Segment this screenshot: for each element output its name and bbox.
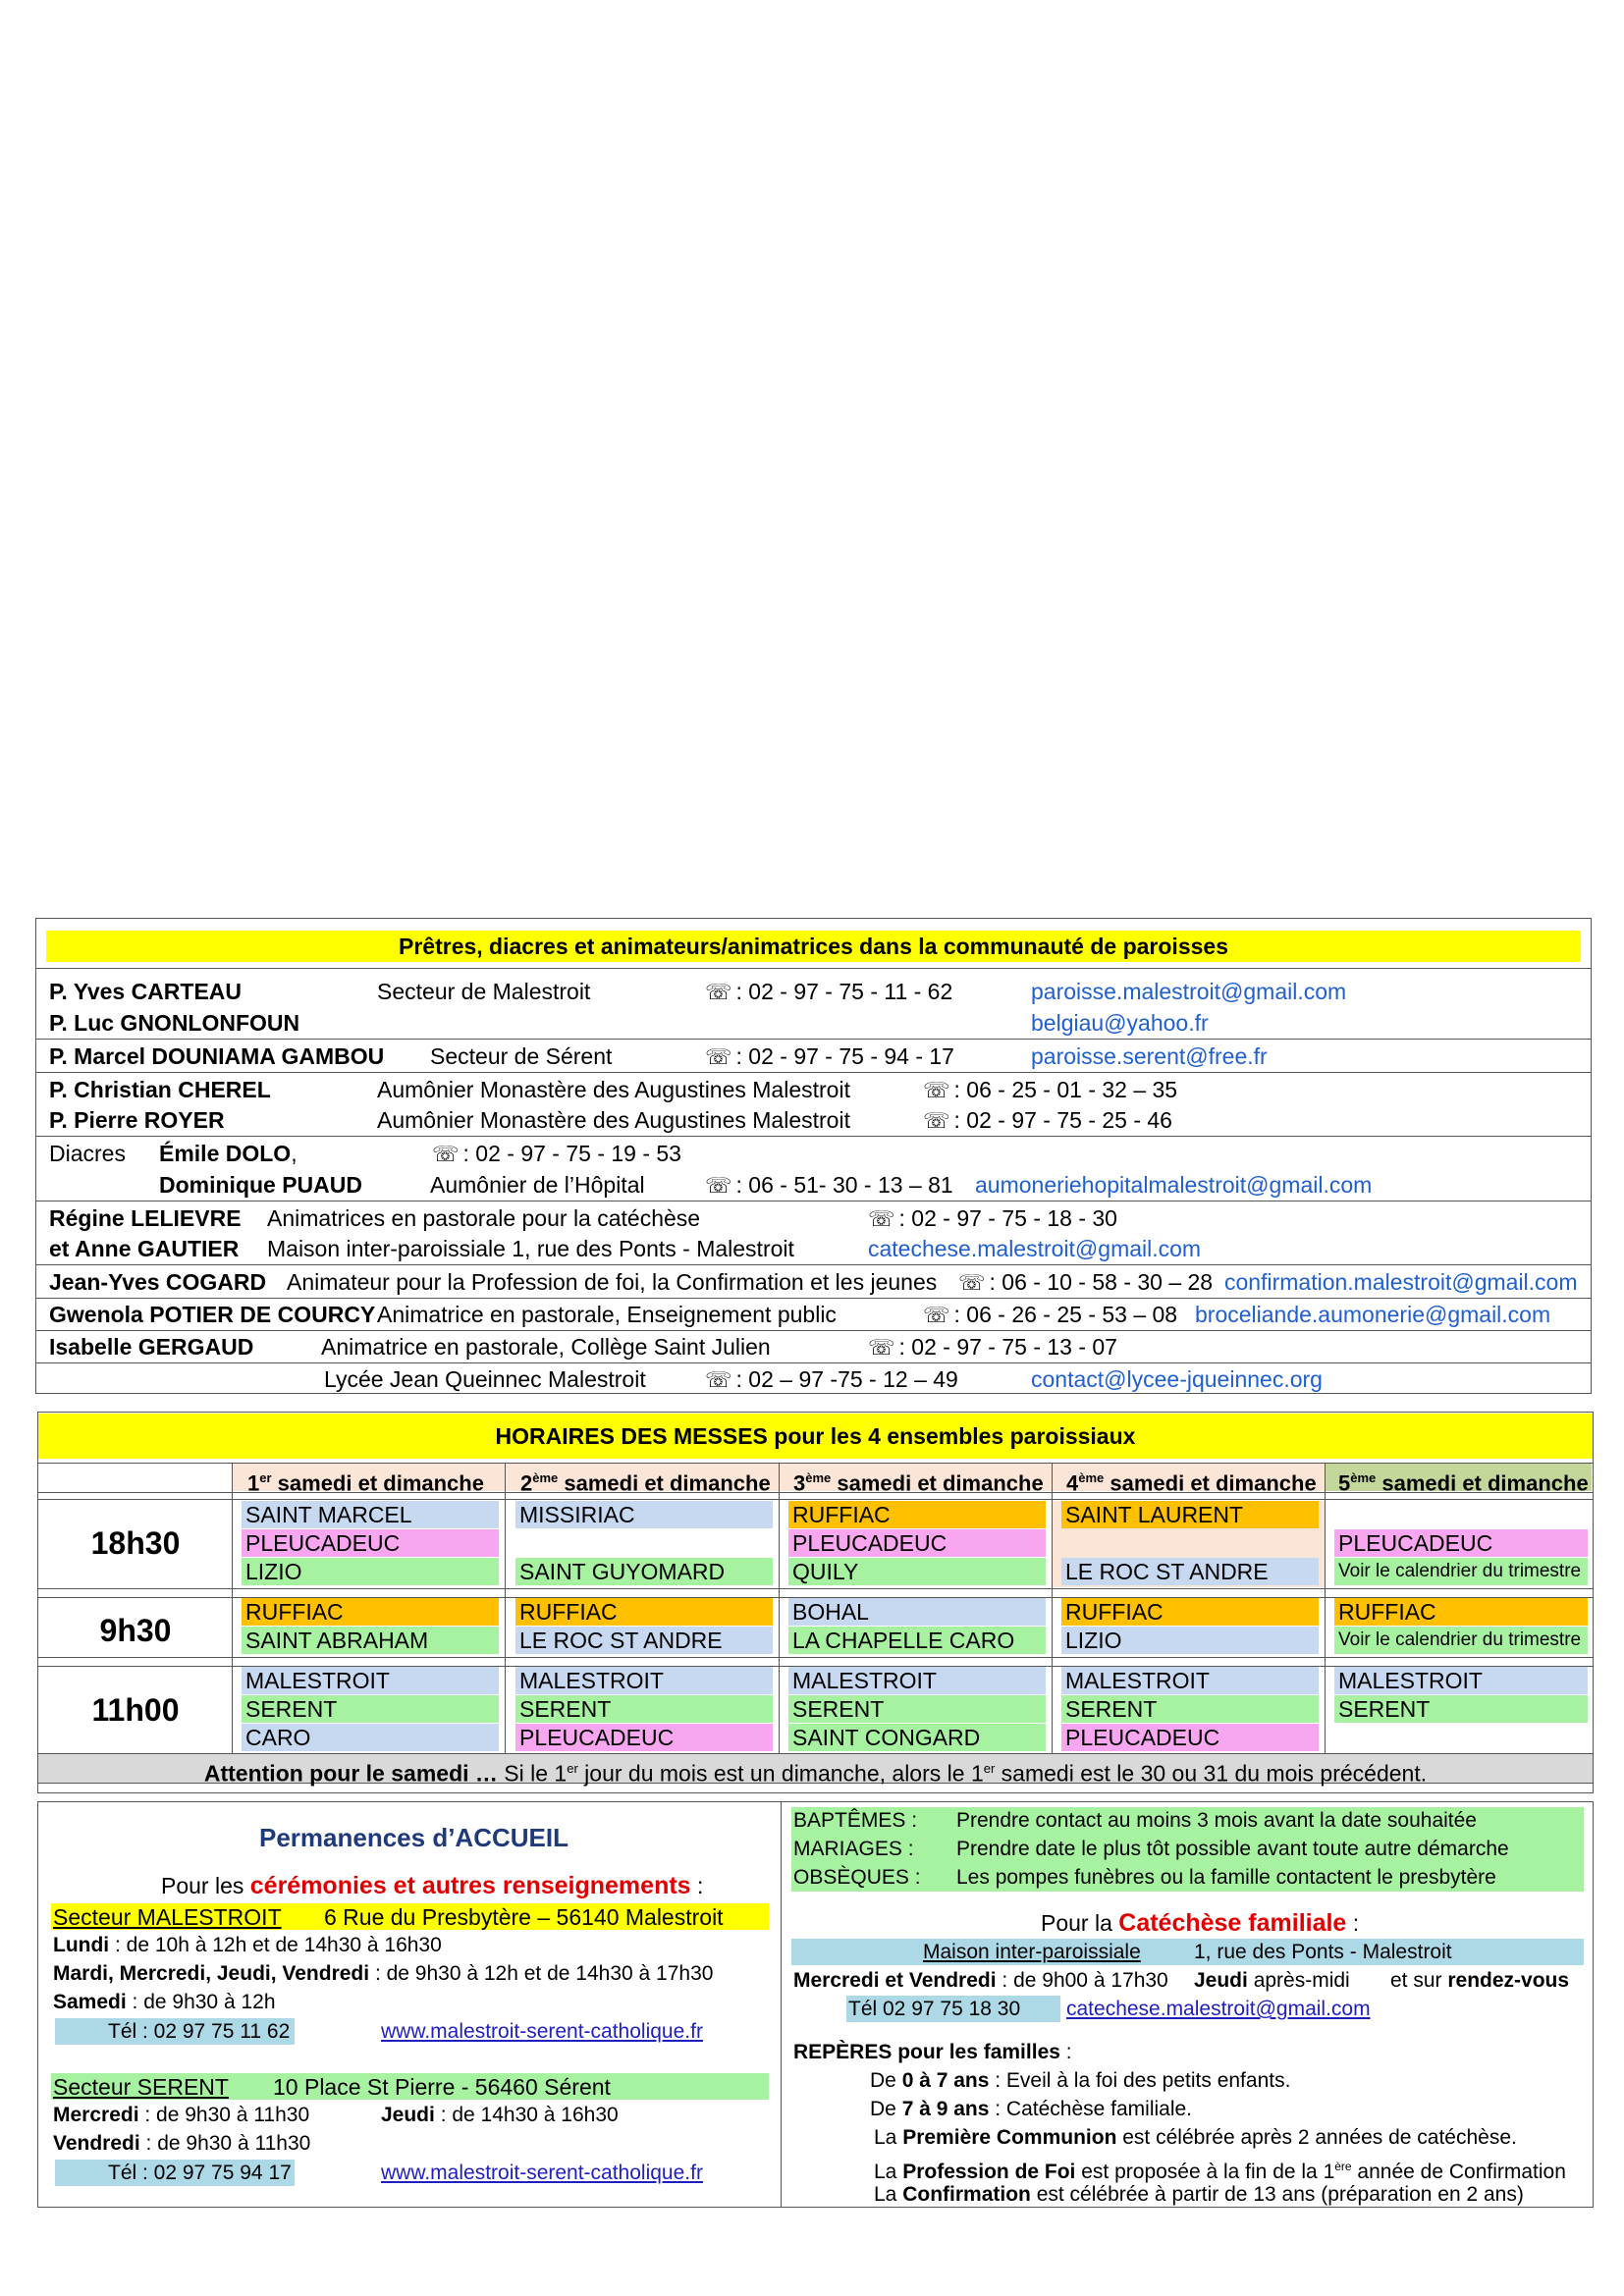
contact-name: et Anne GAUTIER	[49, 1236, 240, 1261]
mass-parish: SERENT	[1334, 1695, 1588, 1723]
mass-parish: PLEUCADEUC	[788, 1529, 1046, 1557]
mass-parish: LE ROC ST ANDRE	[515, 1627, 773, 1654]
telephone-icon: ☏	[923, 1303, 950, 1327]
malestroit-hours-2: Mardi, Mercredi, Jeudi, Vendredi : de 9h30 à 12h et de 14h30 à 17h30	[53, 1962, 714, 1985]
contact-name: Gwenola POTIER DE COURCY	[49, 1302, 376, 1327]
contact-role: Animatrices en pastorale pour la catéchèse	[267, 1205, 701, 1231]
contact-name: P. Luc GNONLONFOUN	[49, 1010, 300, 1036]
telephone-icon: ☏	[923, 1078, 950, 1102]
catechese-email-link[interactable]: catechese.malestroit@gmail.com	[1066, 1998, 1371, 2020]
mass-time: 11h00	[91, 1692, 180, 1728]
contact-role: Lycée Jean Queinnec Malestroit	[324, 1366, 646, 1392]
mass-parish: SERENT	[515, 1695, 773, 1723]
mass-parish: MALESTROIT	[242, 1667, 499, 1694]
contact-name: Régine LELIEVRE	[49, 1205, 242, 1231]
mass-time: 18h30	[90, 1525, 181, 1561]
mass-parish: LA CHAPELLE CARO	[788, 1627, 1046, 1654]
mass-parish: RUFFIAC	[1061, 1598, 1319, 1626]
reperes-line-2: De 7 à 9 ans : Catéchèse familiale.	[870, 2098, 1193, 2120]
telephone-icon: ☏	[868, 1335, 895, 1360]
mass-parish	[1061, 1529, 1319, 1557]
contact-email[interactable]: paroisse.serent@free.fr	[1031, 1043, 1268, 1069]
mass-parish: SAINT LAURENT	[1061, 1501, 1319, 1528]
mass-parish: PLEUCADEUC	[515, 1724, 773, 1751]
contact-phone: ☏ : 06 - 10 - 58 - 30 – 28	[958, 1269, 1214, 1295]
contact-email[interactable]: paroisse.malestroit@gmail.com	[1031, 979, 1347, 1004]
mass-parish: LE ROC ST ANDRE	[1061, 1558, 1319, 1585]
mass-parish: MISSIRIAC	[515, 1501, 773, 1528]
contact-phone: ☏ : 02 - 97 - 75 - 19 - 53	[432, 1141, 681, 1166]
mass-parish	[515, 1529, 773, 1557]
mass-parish: SAINT ABRAHAM	[242, 1627, 499, 1654]
serent-hours-2: Vendredi : de 9h30 à 11h30	[53, 2132, 311, 2155]
contact-email[interactable]: catechese.malestroit@gmail.com	[868, 1236, 1202, 1261]
contact-phone: ☏ : 02 - 97 - 75 - 25 - 46	[923, 1107, 1172, 1133]
sacrament-label: OBSÈQUES :	[793, 1866, 921, 1889]
telephone-icon: ☏	[432, 1142, 460, 1166]
catechese-hours-jeudi: Jeudi après-midi	[1194, 1969, 1350, 1992]
contact-name: P. Yves CARTEAU	[49, 979, 243, 1004]
contact-phone: ☏ : 02 - 97 - 75 - 94 - 17	[705, 1043, 954, 1069]
mass-parish: SERENT	[788, 1695, 1046, 1723]
accueil-intro: Pour les cérémonies et autres renseignements :	[161, 1872, 704, 1899]
contact-email[interactable]: broceliande.aumonerie@gmail.com	[1195, 1302, 1551, 1327]
column-header: 1er samedi et dimanche	[247, 1470, 484, 1496]
mass-parish: MALESTROIT	[1334, 1667, 1588, 1694]
catechese-address: 1, rue des Ponts - Malestroit	[1194, 1941, 1452, 1963]
catechese-rdv: et sur rendez-vous	[1390, 1969, 1570, 1992]
mass-parish: SAINT GUYOMARD	[515, 1558, 773, 1585]
contact-role: Animatrice en pastorale, Enseignement public	[377, 1302, 837, 1327]
contact-email[interactable]: contact@lycee-jqueinnec.org	[1031, 1366, 1323, 1392]
contact-phone: ☏ : 06 - 51- 30 - 13 – 81	[705, 1172, 953, 1198]
telephone-icon: ☏	[705, 1367, 732, 1392]
telephone-icon: ☏	[923, 1108, 950, 1133]
mass-parish: MALESTROIT	[515, 1667, 773, 1694]
contact-email[interactable]: belgiau@yahoo.fr	[1031, 1010, 1209, 1036]
mass-title: HORAIRES DES MESSES pour les 4 ensembles paroissiaux	[495, 1423, 1136, 1449]
column-header: 5ème samedi et dimanche	[1338, 1470, 1589, 1496]
telephone-icon: ☏	[868, 1206, 895, 1231]
reperes-line-5: La Confirmation est célébrée à partir de 13 ans (préparation en 2 ans)	[874, 2183, 1524, 2206]
mass-parish: LIZIO	[1061, 1627, 1319, 1654]
contact-phone: ☏ : 06 - 25 - 01 - 32 – 35	[923, 1077, 1178, 1102]
mass-parish: SAINT CONGARD	[788, 1724, 1046, 1751]
mass-parish: PLEUCADEUC	[1334, 1529, 1588, 1557]
contacts-title: Prêtres, diacres et animateurs/animatrices dans la communauté de paroisses	[399, 934, 1228, 959]
contact-phone: ☏ : 02 – 97 -75 - 12 – 49	[705, 1366, 958, 1392]
mass-parish: MALESTROIT	[788, 1667, 1046, 1694]
contact-role: Secteur de Sérent	[430, 1043, 613, 1069]
contact-name: P. Marcel DOUNIAMA GAMBOU	[49, 1043, 385, 1069]
telephone-icon: ☏	[705, 1173, 732, 1198]
mass-parish: LIZIO	[242, 1558, 499, 1585]
contact-role: Animatrice en pastorale, Collège Saint Julien	[321, 1334, 771, 1360]
malestroit-website-link[interactable]: www.malestroit-serent-catholique.fr	[381, 2020, 703, 2043]
mass-parish: RUFFIAC	[242, 1598, 499, 1626]
sacrament-text: Prendre date le plus tôt possible avant toute autre démarche	[956, 1838, 1509, 1860]
contact-phone: ☏ : 02 - 97 - 75 - 13 - 07	[868, 1334, 1117, 1360]
malestroit-hours-1: Lundi : de 10h à 12h et de 14h30 à 16h30	[53, 1934, 442, 1956]
column-header: 4ème samedi et dimanche	[1066, 1470, 1317, 1496]
contact-name: Isabelle GERGAUD	[49, 1334, 254, 1360]
sacrament-text: Prendre contact au moins 3 mois avant la date souhaitée	[956, 1809, 1477, 1832]
contact-name: Dominique PUAUD	[159, 1172, 362, 1198]
telephone-icon: ☏	[705, 1044, 732, 1069]
mass-parish: QUILY	[788, 1558, 1046, 1585]
contact-phone: ☏ : 02 - 97 - 75 - 18 - 30	[868, 1205, 1117, 1231]
contact-role: Aumônier Monastère des Augustines Malestroit	[377, 1077, 850, 1102]
mass-time: 9h30	[99, 1613, 172, 1648]
serent-address: 10 Place St Pierre - 56460 Sérent	[273, 2074, 611, 2100]
reperes-title: REPÈRES pour les familles :	[793, 2041, 1072, 2063]
accueil-title: Permanences d’ACCUEIL	[259, 1823, 568, 1852]
reperes-line-3: La Première Communion est célébrée après 2 années de catéchèse.	[874, 2126, 1517, 2149]
mass-parish: Voir le calendrier du trimestre	[1334, 1627, 1588, 1654]
telephone-icon: ☏	[958, 1270, 986, 1295]
mass-parish: SAINT MARCEL	[242, 1501, 499, 1528]
mass-parish: CARO	[242, 1724, 499, 1751]
mass-parish: MALESTROIT	[1061, 1667, 1319, 1694]
mass-parish: RUFFIAC	[1334, 1598, 1588, 1626]
column-header: 3ème samedi et dimanche	[793, 1470, 1044, 1496]
mass-parish: PLEUCADEUC	[242, 1529, 499, 1557]
serent-sector-link[interactable]: Secteur SERENT	[53, 2074, 229, 2100]
serent-hours-1: Mercredi : de 9h30 à 11h30	[53, 2104, 310, 2126]
contact-name: P. Pierre ROYER	[49, 1107, 225, 1133]
catechese-intro: Pour la Catéchèse familiale :	[1041, 1909, 1360, 1937]
mass-parish: Voir le calendrier du trimestre	[1334, 1558, 1588, 1585]
catechese-tel: Tél 02 97 75 18 30	[848, 1998, 1021, 2020]
contact-role: Aumônier Monastère des Augustines Malestroit	[377, 1107, 850, 1133]
catechese-place-bar	[791, 1939, 1584, 1965]
mass-parish: SERENT	[1061, 1695, 1319, 1723]
sacrament-text: Les pompes funèbres ou la famille contactent le presbytère	[956, 1866, 1496, 1889]
serent-hours-1b: Jeudi : de 14h30 à 16h30	[381, 2104, 619, 2126]
contact-role: Aumônier de l’Hôpital	[430, 1172, 645, 1198]
sacrament-label: MARIAGES :	[793, 1838, 914, 1860]
mass-parish: RUFFIAC	[515, 1598, 773, 1626]
serent-website-link[interactable]: www.malestroit-serent-catholique.fr	[381, 2162, 703, 2184]
mass-parish	[1334, 1501, 1588, 1528]
mass-parish: SERENT	[242, 1695, 499, 1723]
attention-note: Attention pour le samedi … Si le 1er jour du mois est un dimanche, alors le 1er samedi est le 30 ou 31 du mois précédent.	[203, 1760, 1428, 1787]
reperes-line-1: De 0 à 7 ans : Eveil à la foi des petits enfants.	[870, 2069, 1291, 2092]
malestroit-hours-3: Samedi : de 9h30 à 12h	[53, 1991, 276, 2013]
contact-name: Jean-Yves COGARD	[49, 1269, 267, 1295]
contact-role: Animateur pour la Profession de foi, la Confirmation et les jeunes	[287, 1269, 938, 1295]
malestroit-address: 6 Rue du Presbytère – 56140 Malestroit	[324, 1904, 724, 1930]
mass-parish: RUFFIAC	[788, 1501, 1046, 1528]
malestroit-sector-link[interactable]: Secteur MALESTROIT	[53, 1904, 282, 1930]
contact-name: P. Christian CHEREL	[49, 1077, 271, 1102]
catechese-hours: Mercredi et Vendredi : de 9h00 à 17h30	[793, 1969, 1168, 1992]
mass-parish: PLEUCADEUC	[1061, 1724, 1319, 1751]
column-header: 2ème samedi et dimanche	[520, 1470, 771, 1496]
contact-email[interactable]: aumoneriehopitalmalestroit@gmail.com	[975, 1172, 1373, 1198]
contact-phone: ☏ : 06 - 26 - 25 - 53 – 08	[923, 1302, 1178, 1327]
contact-email[interactable]: confirmation.malestroit@gmail.com	[1224, 1269, 1578, 1295]
contact-name-wrap: Émile DOLO,	[159, 1141, 298, 1166]
contact-phone: ☏ : 02 - 97 - 75 - 11 - 62	[705, 979, 953, 1004]
catechese-place-link[interactable]: Maison inter-paroissiale	[923, 1941, 1141, 1963]
contact-label: Diacres	[49, 1141, 126, 1166]
serent-tel: Tél : 02 97 75 94 17	[108, 2162, 292, 2184]
sacrament-label: BAPTÊMES :	[793, 1809, 918, 1832]
contact-role: Maison inter-paroissiale 1, rue des Ponts - Malestroit	[267, 1236, 794, 1261]
telephone-icon: ☏	[705, 980, 732, 1004]
reperes-line-4: La Profession de Foi est proposée à la fin de la 1ère année de Confirmation	[874, 2160, 1566, 2183]
contact-role: Secteur de Malestroit	[377, 979, 591, 1004]
mass-parish: BOHAL	[788, 1598, 1046, 1626]
malestroit-tel: Tél : 02 97 75 11 62	[108, 2020, 291, 2043]
